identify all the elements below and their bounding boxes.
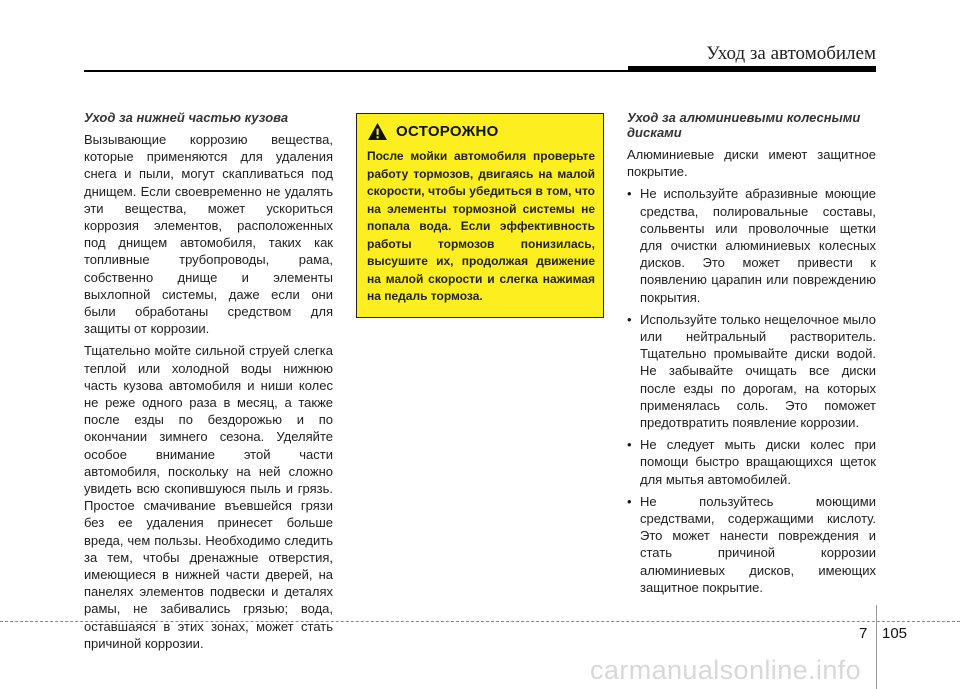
list-item: [627, 436, 876, 488]
list-item: [627, 311, 876, 431]
caution-text: После мойки автомобиля проверьте работу тормозов, двигаясь на малой скорости, чтобы убедиться в том, что на элементы тормозной системы не попала вода. Если эффективность работы тормозов понизилась, высушите их, продолжая движение на малой скорости и слегка нажимая на педаль тормоза.: [367, 149, 595, 303]
footer-crop-mark: [876, 605, 877, 689]
bullet-icon: •: [627, 311, 632, 327]
bullet-text: Используйте только нещелочное мыло или нейтральный растворитель. Тщательно промывайте диски водой. Не забывайте очищать все диски после езды по дорогам, на которых применялась соль. Это поможет предотвратить появление коррозии.: [640, 311, 876, 431]
page-number: 105: [882, 625, 908, 642]
right-column: [627, 110, 876, 601]
warning-triangle-icon: [367, 122, 388, 141]
bullet-icon: •: [627, 493, 632, 509]
page-header-title: Уход за автомобилем: [706, 43, 876, 64]
footer-dashed-rule: [0, 621, 960, 622]
alloy-wheel-bullet-list: [627, 185, 876, 596]
header-rule-thick: [628, 66, 876, 72]
caution-title: ОСТОРОЖНО: [396, 123, 499, 140]
list-item: [627, 185, 876, 305]
underbody-paragraph-1: Вызывающие коррозию вещества, которые применяются для удаления снега и пыли, могут скапливаться под днищем. Если своевременно не удалять эти вещества, может ускориться коррозия элементов, расположенных под днищем автомобиля, таких как топливные трубопроводы, рама, собственно днище и элементы выхлопной системы, даже если они были обработаны средством для защиты от коррозии.: [84, 132, 333, 337]
alloy-wheel-care-heading: Уход за алюминиевыми колесными дисками: [627, 110, 861, 140]
underbody-care-heading: Уход за нижней частью кузова: [84, 110, 289, 125]
bullet-text: Не пользуйтесь моющими средствами, содержащими кислоту. Это может нанести повреждения и стать причиной коррозии алюминиевых дисков, имеющих защитное покрытие.: [640, 493, 876, 595]
watermark-logo: carmanualsonline.info: [590, 655, 862, 685]
bullet-text: Не используйте абразивные моющие средства, полировальные составы, сольвенты или проволочные щетки для очистки алюминиевых колесных дисков. Это может привести к появлению царапин или повреждению покрытия.: [640, 186, 876, 305]
header-rule-thin: [84, 70, 628, 72]
left-column: [84, 110, 333, 657]
underbody-paragraph-2: Тщательно мойте сильной струей слегка теплой или холодной воды нижнюю часть кузова автомобиля и ниши колес не реже одного раза в месяц, а также после езды по бездорожью и по окончании зимнего сезона. Уделяйте особое внимание этой части автомобиля, поскольку на ней сложно увидеть всю скопившуюся пыль и грязь. Простое смачивание въевшейся грязи без ее удаления принесет больше вреда, чем пользы. Необходимо следить за тем, чтобы дренажные отверстия, имеющиеся в нижней части дверей, на панелях элементов подвески и деталях рамы, не забивались грязью; вода, оставшаяся в этих зонах, может стать причиной коррозии.: [84, 343, 333, 651]
bullet-text: Не следует мыть диски колес при помощи быстро вращающихся щеток для мытья автомобилей.: [640, 437, 876, 487]
bullet-icon: •: [627, 437, 632, 453]
chapter-number: 7: [859, 625, 868, 642]
caution-box: [356, 113, 604, 318]
alloy-wheel-intro: Алюминиевые диски имеют защитное покрытие.: [627, 147, 876, 180]
caution-header: [367, 122, 595, 141]
bullet-icon: •: [627, 186, 632, 202]
list-item: [627, 493, 876, 596]
